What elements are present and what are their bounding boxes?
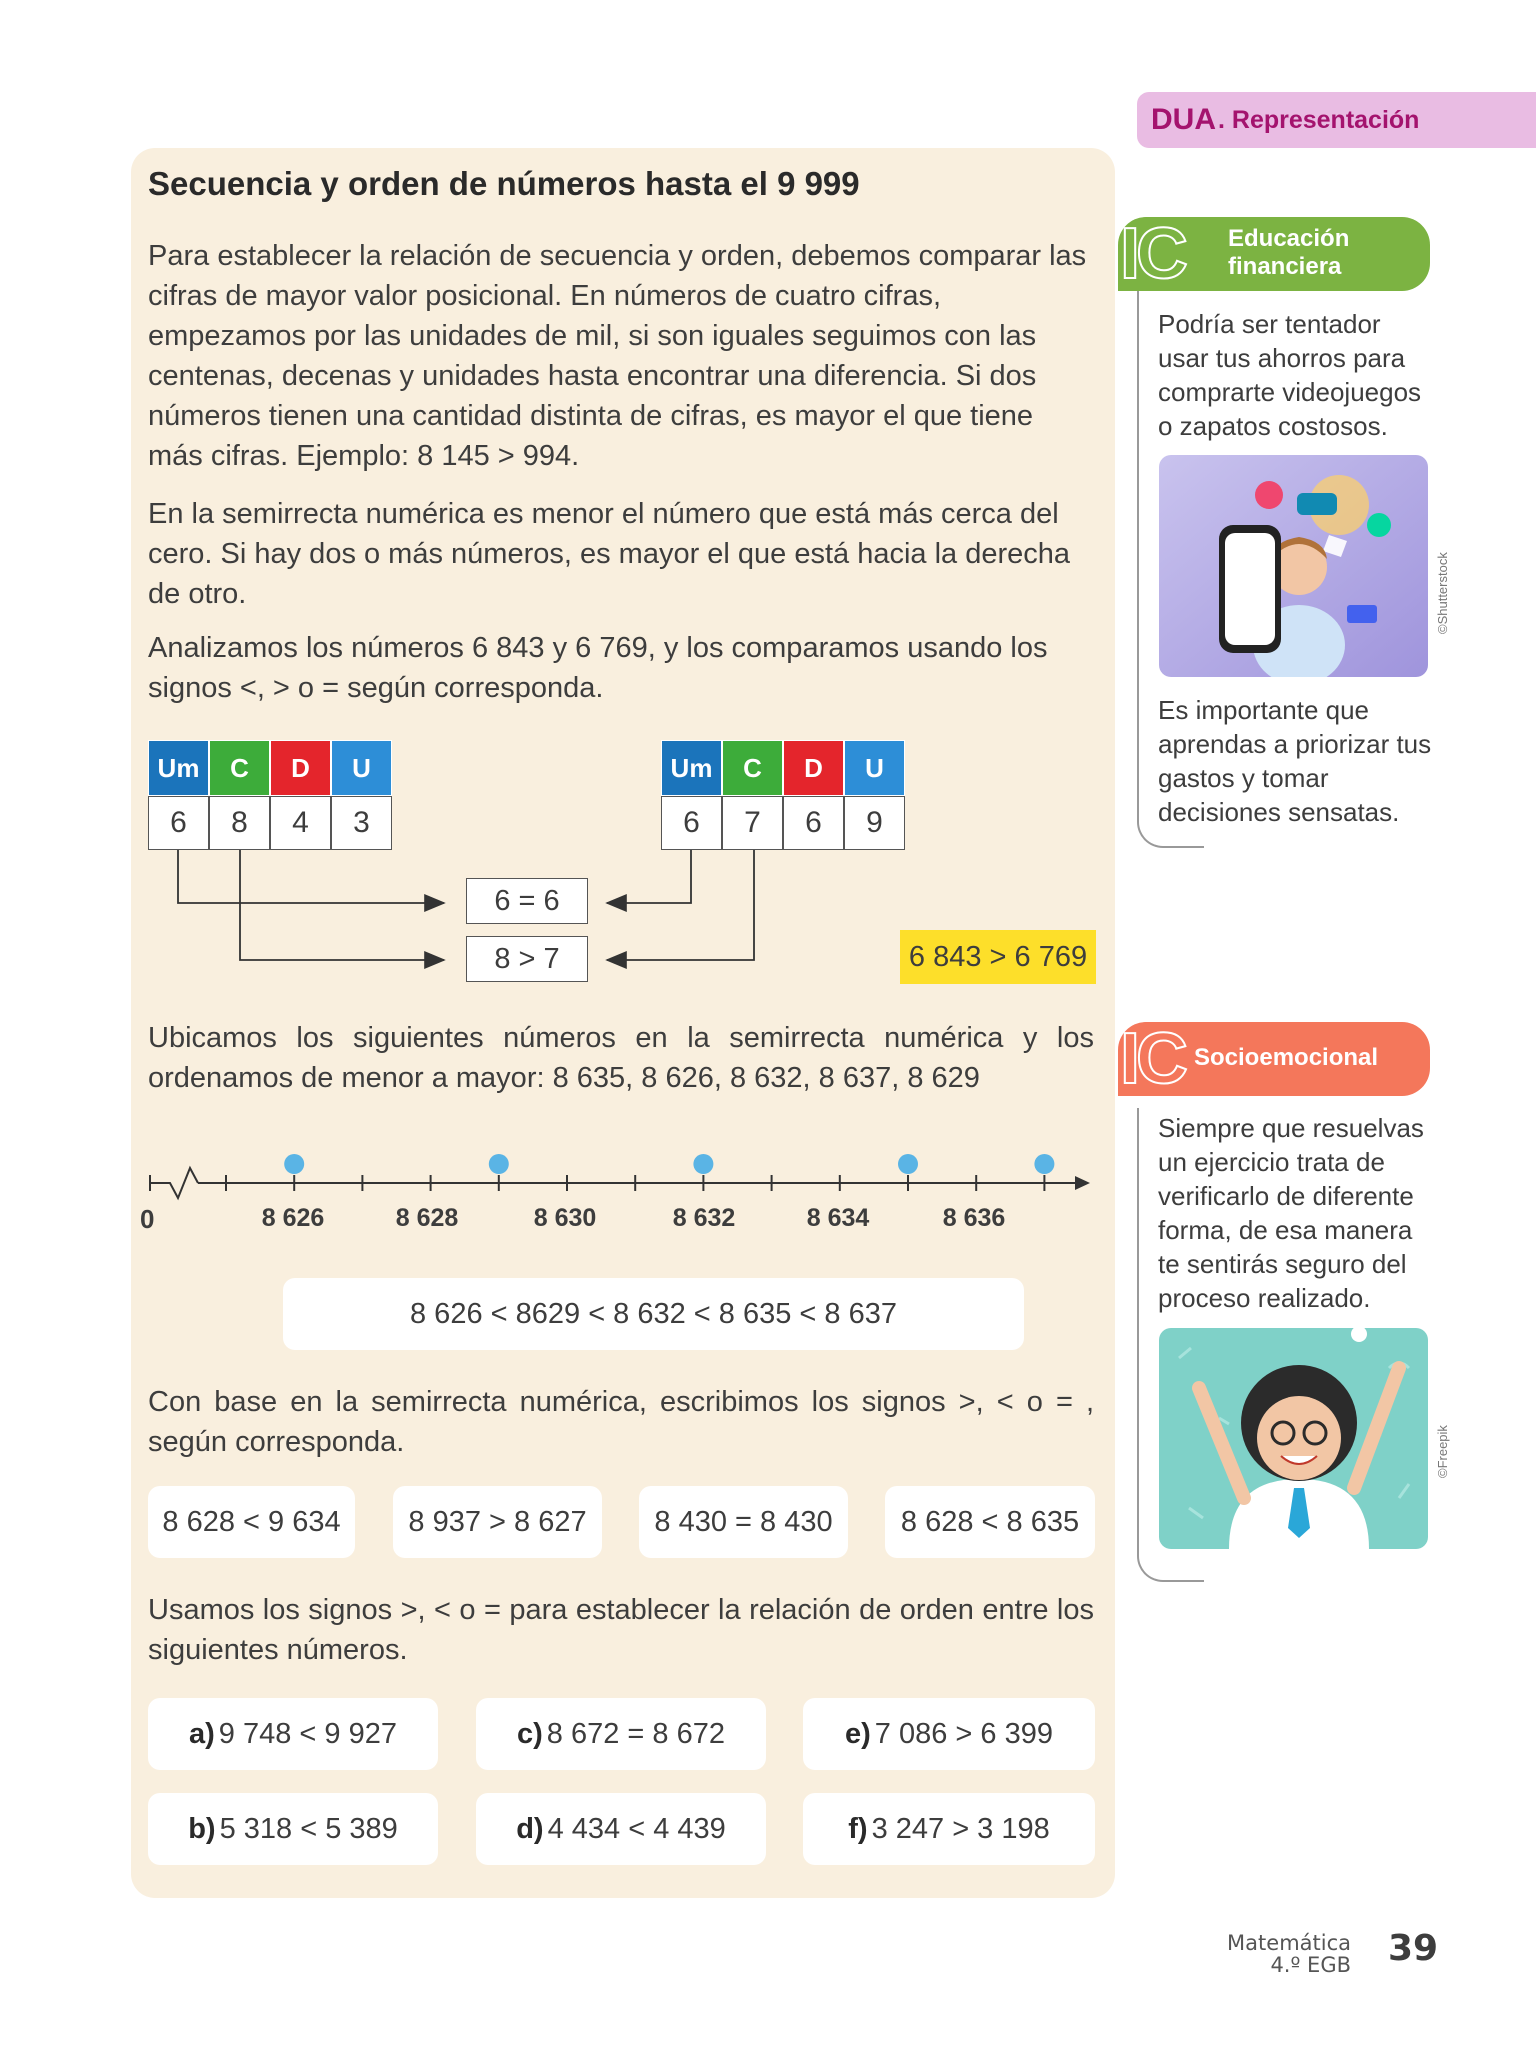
answer-text: 4 434 < 4 439 (547, 1812, 726, 1845)
header-um: Um (661, 740, 722, 796)
header-u: U (331, 740, 392, 796)
number-line-point (898, 1154, 918, 1174)
comparison-result: 6 843 > 6 769 (900, 930, 1096, 984)
photo-credit: ©Freepik (1435, 1425, 1450, 1478)
answer-letter: a) (189, 1717, 215, 1750)
paragraph-number-line: En la semirrecta numérica es menor el número que está más cerca del cero. Si hay dos o más números, es mayor el que está hacia la derecha de otro. (148, 498, 1071, 610)
answer-c (476, 1698, 766, 1770)
paragraph-intro: Para establecer la relación de secuencia y orden, debemos comparar las cifras de mayor valor posicional. En números de cuatro cifras, empezamos por las unidades de mil, si son iguales seguimos con las centenas, decenas y unidades hasta encontrar una diferencia. Si dos números tienen una cantidad distinta de cifras, es mayor el que tiene más cifras. Ejemplo: 8 145 > 994. (148, 240, 1087, 472)
paragraph-order: Ubicamos los siguientes números en la semirrecta numérica y los ordenamos de menor a mayor: 8 635, 8 626, 8 632, 8 637, 8 629 (148, 1022, 1094, 1094)
answer-f (803, 1793, 1095, 1865)
header-um: Um (148, 740, 209, 796)
answer-letter: c) (517, 1717, 543, 1750)
comparison-box: 8 628 < 9 634 (148, 1486, 355, 1558)
answer-letter: e) (845, 1717, 871, 1750)
ic-logo: IC (1120, 214, 1184, 294)
compare-c: 8 > 7 (466, 936, 588, 982)
compare-um: 6 = 6 (466, 878, 588, 924)
answer-d (476, 1793, 766, 1865)
answer-text: 8 672 = 8 672 (546, 1717, 725, 1750)
digit-cell: 8 (209, 796, 270, 850)
socioemotional-tag (1118, 1019, 1430, 1099)
answer-text: 3 247 > 3 198 (871, 1812, 1050, 1845)
digit-cell: 3 (331, 796, 392, 850)
ic-logo: IC (1120, 1019, 1184, 1099)
subject-name: Matemática (1227, 1931, 1351, 1955)
answer-letter: d) (516, 1812, 544, 1845)
footer-subject (1227, 1932, 1351, 1976)
order-result-box: 8 626 < 8629 < 8 632 < 8 635 < 8 637 (283, 1278, 1024, 1350)
answer-text: 9 748 < 9 927 (218, 1717, 397, 1750)
side-text-3: Siempre que resuelvas un ejercicio trata de verificarlo de diferente forma, de esa manera te sentirás seguro del proceso realizado. (1158, 1113, 1424, 1313)
tick-label: 8 636 (942, 1204, 1006, 1232)
number-line-point (489, 1154, 509, 1174)
answer-letter: b) (188, 1812, 216, 1845)
digit-cell: 9 (844, 796, 905, 850)
answer-letter: f) (848, 1812, 868, 1845)
number-line-point (284, 1154, 304, 1174)
tick-label: 8 628 (395, 1204, 459, 1232)
header-d: D (783, 740, 844, 796)
paragraph-signs: Con base en la semirrecta numérica, escribimos los signos >, < o = , según corresponda. (148, 1386, 1094, 1458)
tick-label: 8 634 (806, 1204, 870, 1232)
side-text-2: Es importante que aprendas a priorizar tus gastos y tomar decisiones sensatas. (1158, 695, 1432, 827)
financial-education-tag (1118, 214, 1430, 294)
paragraph-exercise: Usamos los signos >, < o = para establecer la relación de orden entre los siguientes números. (148, 1594, 1094, 1666)
digit-cell: 7 (722, 796, 783, 850)
digit-cell: 6 (661, 796, 722, 850)
comparison-box: 8 937 > 8 627 (393, 1486, 602, 1558)
grade-level: 4.º EGB (1270, 1953, 1351, 1977)
comparison-box: 8 430 = 8 430 (639, 1486, 848, 1558)
tag-label: Socioemocional (1194, 1044, 1379, 1071)
answer-text: 7 086 > 6 399 (874, 1717, 1053, 1750)
answer-a (148, 1698, 438, 1770)
answer-e (803, 1698, 1095, 1770)
digit-cell: 4 (270, 796, 331, 850)
header-c: C (722, 740, 783, 796)
photo-credit: ©Shutterstock (1435, 552, 1450, 634)
page-number: 39 (1388, 1928, 1439, 1969)
side-text-1: Podría ser tentador usar tus ahorros para comprarte videojuegos o zapatos costosos. (1158, 309, 1422, 441)
tick-label: 8 632 (672, 1204, 736, 1232)
header-c: C (209, 740, 270, 796)
number-line-point (1034, 1154, 1054, 1174)
happy-girl-illustration (1159, 1328, 1428, 1549)
boy-with-phone-illustration (1159, 455, 1428, 677)
tick-label: 8 630 (533, 1204, 597, 1232)
number-line-zero: 0 (140, 1204, 155, 1234)
section-title: Secuencia y orden de números hasta el 9 999 (148, 165, 860, 202)
header-d: D (270, 740, 331, 796)
answer-b (148, 1793, 438, 1865)
digit-cell: 6 (783, 796, 844, 850)
answer-text: 5 318 < 5 389 (219, 1812, 398, 1845)
digit-cell: 6 (148, 796, 209, 850)
dua-label: DUA (1151, 103, 1216, 136)
header-u: U (844, 740, 905, 796)
tick-label: 8 626 (261, 1204, 325, 1232)
comparison-box: 8 628 < 8 635 (885, 1486, 1095, 1558)
paragraph-analysis: Analizamos los números 6 843 y 6 769, y los comparamos usando los signos <, > o = según corresponda. (148, 632, 1048, 704)
tag-label: Educación financiera (1228, 225, 1350, 280)
dua-type: . Representación (1218, 105, 1420, 134)
number-line-point (693, 1154, 713, 1174)
